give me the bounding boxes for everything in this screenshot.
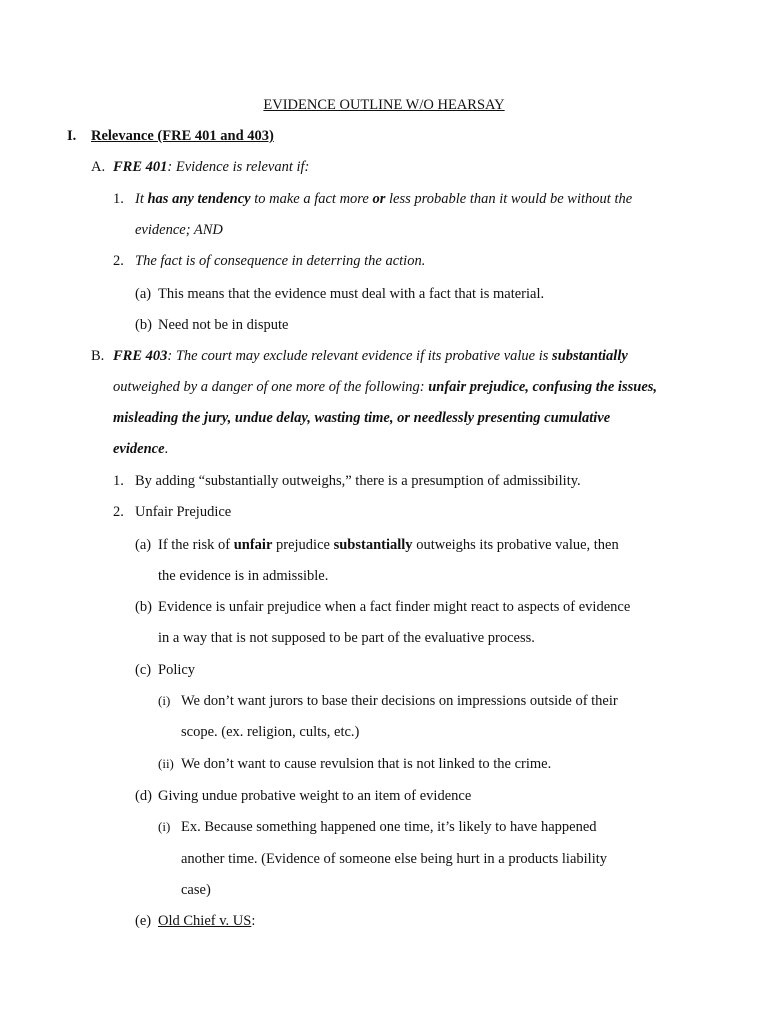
item-b2c-i-line2: scope. (ex. religion, cults, etc.): [181, 724, 360, 740]
item-b2a-line2: the evidence is in admissible.: [158, 568, 329, 584]
item-b2c-text: Policy: [158, 662, 196, 678]
section-heading: Relevance (FRE 401 and 403): [91, 128, 274, 144]
item-b2-text: Unfair Prejudice: [135, 504, 232, 520]
fre-401-heading: [113, 158, 309, 176]
fre-403-line1: [113, 347, 628, 365]
outline-marker-b2c-ii: (ii): [158, 756, 174, 771]
item-a2a-text: This means that the evidence must deal with a fact that is material.: [158, 286, 545, 302]
item-b2b-line1: Evidence is unfair prejudice when a fact finder might react to aspects of evidence: [158, 599, 631, 615]
fre-403-line2-text: outweighed by a danger of one more of the following:: [113, 379, 429, 395]
fre-403-line2-bold: unfair prejudice, confusing the issues,: [428, 379, 658, 395]
outline-marker-b2b: (b): [135, 599, 152, 615]
item-a1-mid: to make a fact more: [250, 191, 373, 207]
fre-401-text: : Evidence is relevant if:: [167, 159, 310, 175]
item-b2d-i-line3: case): [181, 882, 211, 898]
case-citation: Old Chief v. US: [158, 913, 252, 929]
outline-marker-b: B.: [91, 348, 105, 364]
fre-403-line3: [113, 409, 610, 427]
outline-marker-a2b: (b): [135, 317, 152, 333]
outline-marker-b2c-i: (i): [158, 693, 171, 708]
outline-marker-a2a: (a): [135, 286, 152, 302]
item-a1-post: less probable than it would be without the: [385, 191, 633, 207]
item-a2-text: The fact is of consequence in deterring the action.: [135, 253, 426, 269]
item-b2d-i-line2: another time. (Evidence of someone else being hurt in a products liability: [181, 851, 608, 867]
item-b2b-line2: in a way that is not supposed to be part of the evaluative process.: [158, 630, 535, 646]
fre-403-line4-bold: evidence: [113, 441, 165, 457]
item-b2e: [158, 912, 255, 930]
item-b2d-text: Giving undue probative weight to an item of evidence: [158, 788, 472, 804]
item-b2a-mid: prejudice: [272, 537, 334, 553]
item-b2d-i-line1: Ex. Because something happened one time, it’s likely to have happened: [181, 819, 597, 835]
item-a2b-text: Need not be in dispute: [158, 317, 289, 333]
outline-marker-b1: 1.: [113, 473, 124, 489]
outline-marker-b2e: (e): [135, 913, 152, 929]
outline-marker-b2d: (d): [135, 788, 152, 804]
item-a1-bold2: or: [372, 191, 386, 207]
fre-403-line4: [113, 440, 168, 458]
fre-403-label: FRE 403: [113, 348, 168, 364]
outline-marker-b2c: (c): [135, 662, 152, 678]
item-b2a-post: outweighs its probative value, then: [412, 537, 619, 553]
item-b2a-pre: If the risk of: [158, 537, 234, 553]
item-a1-bold: has any tendency: [147, 191, 251, 207]
fre-403-line2: [113, 378, 657, 396]
fre-403-line1-text: : The court may exclude relevant evidence if its probative value is: [167, 348, 553, 364]
section-marker: I.: [67, 128, 77, 144]
item-b2c-ii-text: We don’t want to cause revulsion that is not linked to the crime.: [181, 756, 552, 772]
outline-marker-b2: 2.: [113, 504, 124, 520]
item-b2e-post: :: [251, 913, 256, 929]
item-a1-line1: [135, 190, 632, 208]
item-b2a-bold2: substantially: [333, 537, 413, 553]
item-a1-line2: evidence; AND: [135, 222, 223, 238]
item-b1-text: By adding “substantially outweighs,” there is a presumption of admissibility.: [135, 473, 581, 489]
fre-403-line1-bold: substantially: [552, 348, 628, 364]
outline-marker-a2: 2.: [113, 253, 124, 269]
outline-marker-b2a: (a): [135, 537, 152, 553]
outline-marker-a: A.: [91, 159, 106, 175]
document-title: EVIDENCE OUTLINE W/O HEARSAY: [263, 97, 505, 113]
item-b2c-i-line1: We don’t want jurors to base their decisions on impressions outside of their: [181, 693, 618, 709]
item-a1-pre: It: [135, 191, 148, 207]
item-b2a-bold1: unfair: [233, 537, 273, 553]
outline-marker-a1: 1.: [113, 191, 124, 207]
fre-403-line4-post: .: [164, 441, 169, 457]
outline-marker-b2d-i: (i): [158, 819, 171, 834]
item-b2a-line1: [158, 536, 619, 554]
fre-403-line3-bold: misleading the jury, undue delay, wasting time, or needlessly presenting cumulative: [113, 410, 611, 426]
fre-401-label: FRE 401: [113, 159, 168, 175]
